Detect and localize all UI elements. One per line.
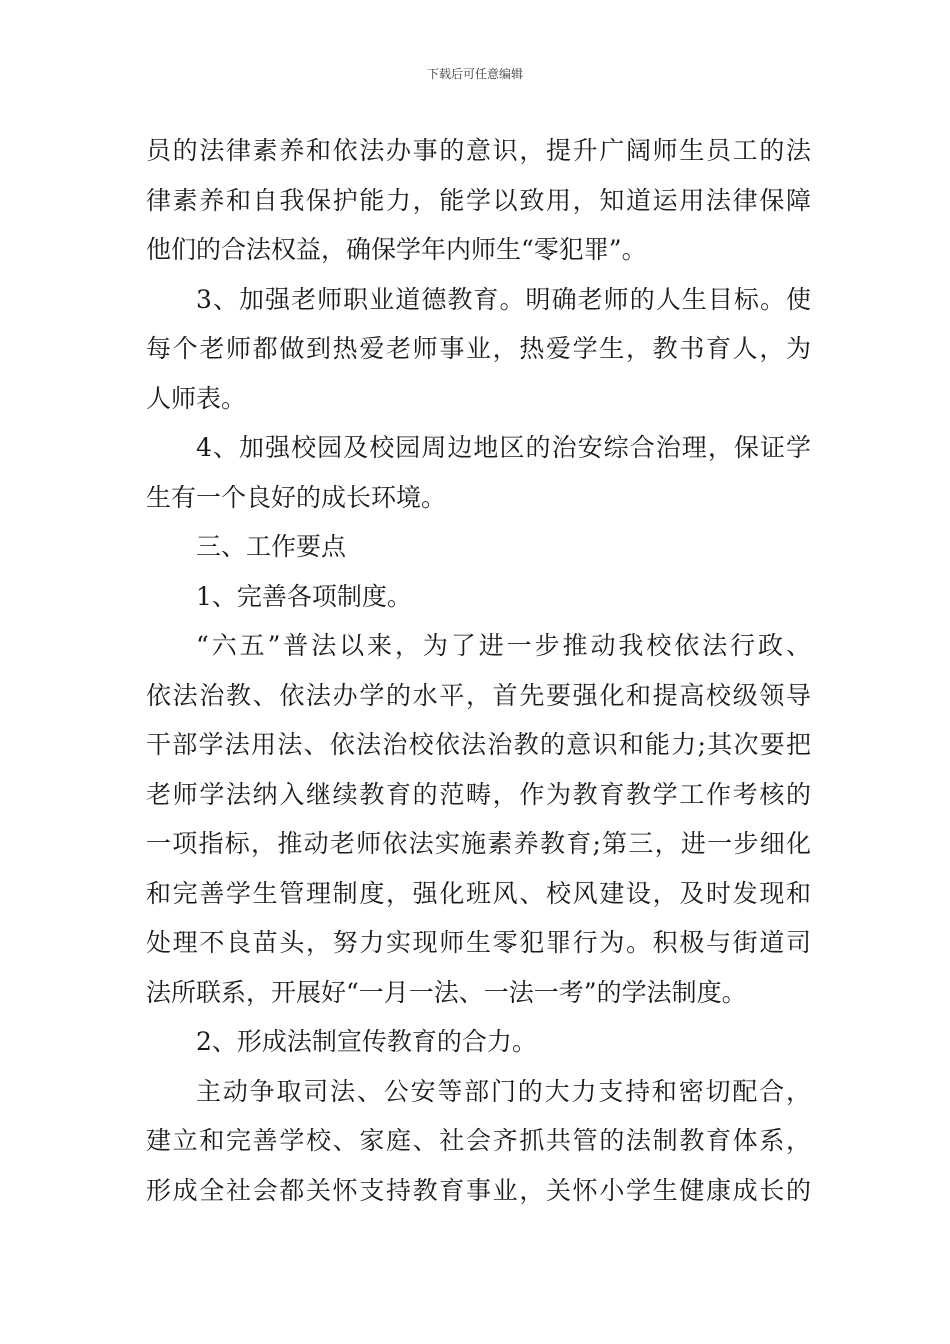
text-line: 建立和完善学校、家庭、社会齐抓共管的法制教育体系， [146, 1126, 811, 1155]
text-line: 一项指标，推动老师依法实施素养教育;第三，进一步细化 [146, 829, 811, 858]
text-line: 处理不良苗头，努力实现师生零犯罪行为。积极与街道司 [146, 928, 811, 957]
text-line: 法所联系，开展好“一月一法、一法一考”的学法制度。 [146, 977, 747, 1007]
text-line: 人师表。 [146, 383, 247, 413]
subsection-heading: 2、形成法制宣传教育的合力。 [196, 1027, 537, 1056]
text-line: 和完善学生管理制度，强化班风、校风建设，及时发现和 [146, 878, 811, 908]
text-line: 形成全社会都关怀支持教育事业，关怀小学生健康成长的 [146, 1175, 811, 1205]
text-line: 3、加强老师职业道德教育。明确老师的人生目标。使 [196, 284, 811, 314]
text-line: 生有一个良好的成长环境。 [146, 482, 447, 512]
text-line: 4、加强校园及校园周边地区的治安综合治理，保证学 [196, 433, 811, 462]
text-line: 依法治教、依法办学的水平，首先要强化和提高校级领导 [146, 680, 811, 710]
text-line: 老师学法纳入继续教育的范畴，作为教育教学工作考核的 [146, 779, 811, 809]
text-line: 他们的合法权益，确保学年内师生“零犯罪”。 [146, 235, 647, 264]
text-line: 律素养和自我保护能力，能学以致用，知道运用法律保障 [146, 185, 811, 215]
page-header: 下载后可任意编辑 [426, 67, 523, 81]
text-line: 干部学法用法、依法治校依法治教的意识和能力;其次要把 [146, 730, 811, 759]
text-line: 每个老师都做到热爱老师事业，热爱学生，教书育人，为 [146, 334, 811, 363]
subsection-heading: 1、完善各项制度。 [196, 581, 412, 611]
document-body [146, 126, 811, 1215]
text-line: 员的法律素养和依法办事的意识，提升广阔师生员工的法 [146, 136, 811, 165]
text-line: 主动争取司法、公安等部门的大力支持和密切配合， [196, 1076, 811, 1106]
text-line: “六五”普法以来，为了进一步推动我校依法行政、 [196, 631, 811, 660]
section-heading: 三、工作要点 [196, 532, 347, 561]
